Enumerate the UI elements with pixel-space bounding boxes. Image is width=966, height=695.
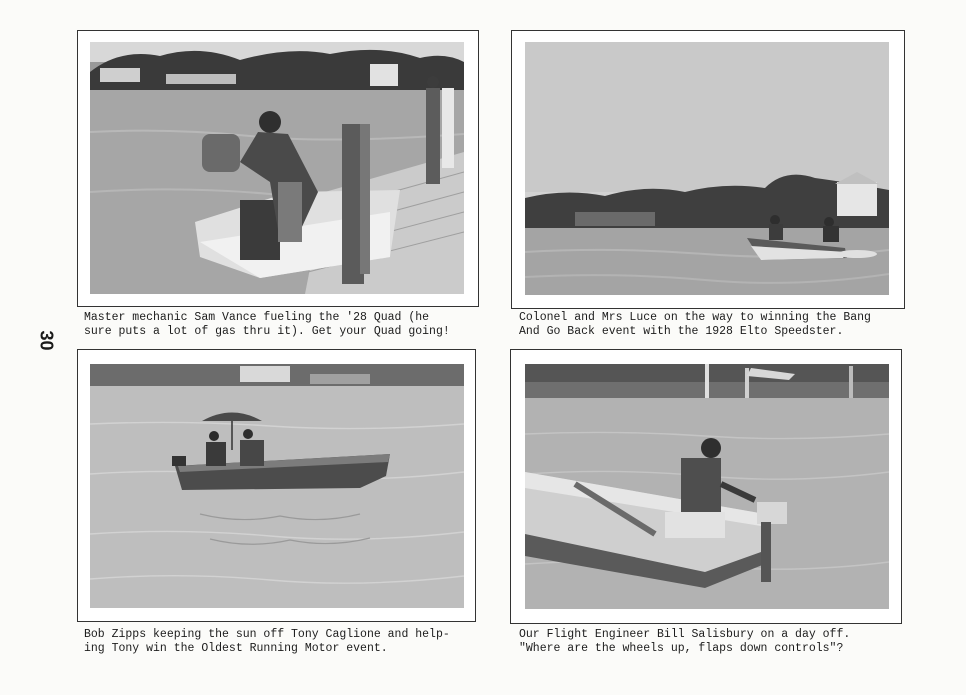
page-number: 30 — [36, 330, 57, 351]
photo-fueling-quad — [90, 42, 464, 294]
photo-umbrella-boat — [90, 364, 464, 608]
caption-line: Our Flight Engineer Bill Salisbury on a day off. — [519, 628, 851, 641]
caption-fueling — [84, 311, 450, 339]
caption-line: ing Tony win the Oldest Running Motor event. — [84, 642, 388, 655]
caption-line: "Where are the wheels up, flaps down controls"? — [519, 642, 844, 655]
caption-luce — [519, 311, 871, 339]
photo-salisbury-boat — [525, 364, 889, 609]
caption-line: Master mechanic Sam Vance fueling the '28 Quad (he — [84, 311, 430, 324]
caption-line: And Go Back event with the 1928 Elto Speedster. — [519, 325, 844, 338]
caption-line: Bob Zipps keeping the sun off Tony Caglione and help- — [84, 628, 450, 641]
caption-umbrella — [84, 628, 450, 656]
caption-line: Colonel and Mrs Luce on the way to winning the Bang — [519, 311, 871, 324]
caption-salisbury — [519, 628, 850, 656]
caption-line: sure puts a lot of gas thru it). Get your Quad going! — [84, 325, 450, 338]
photo-luce-speedster — [525, 42, 889, 295]
